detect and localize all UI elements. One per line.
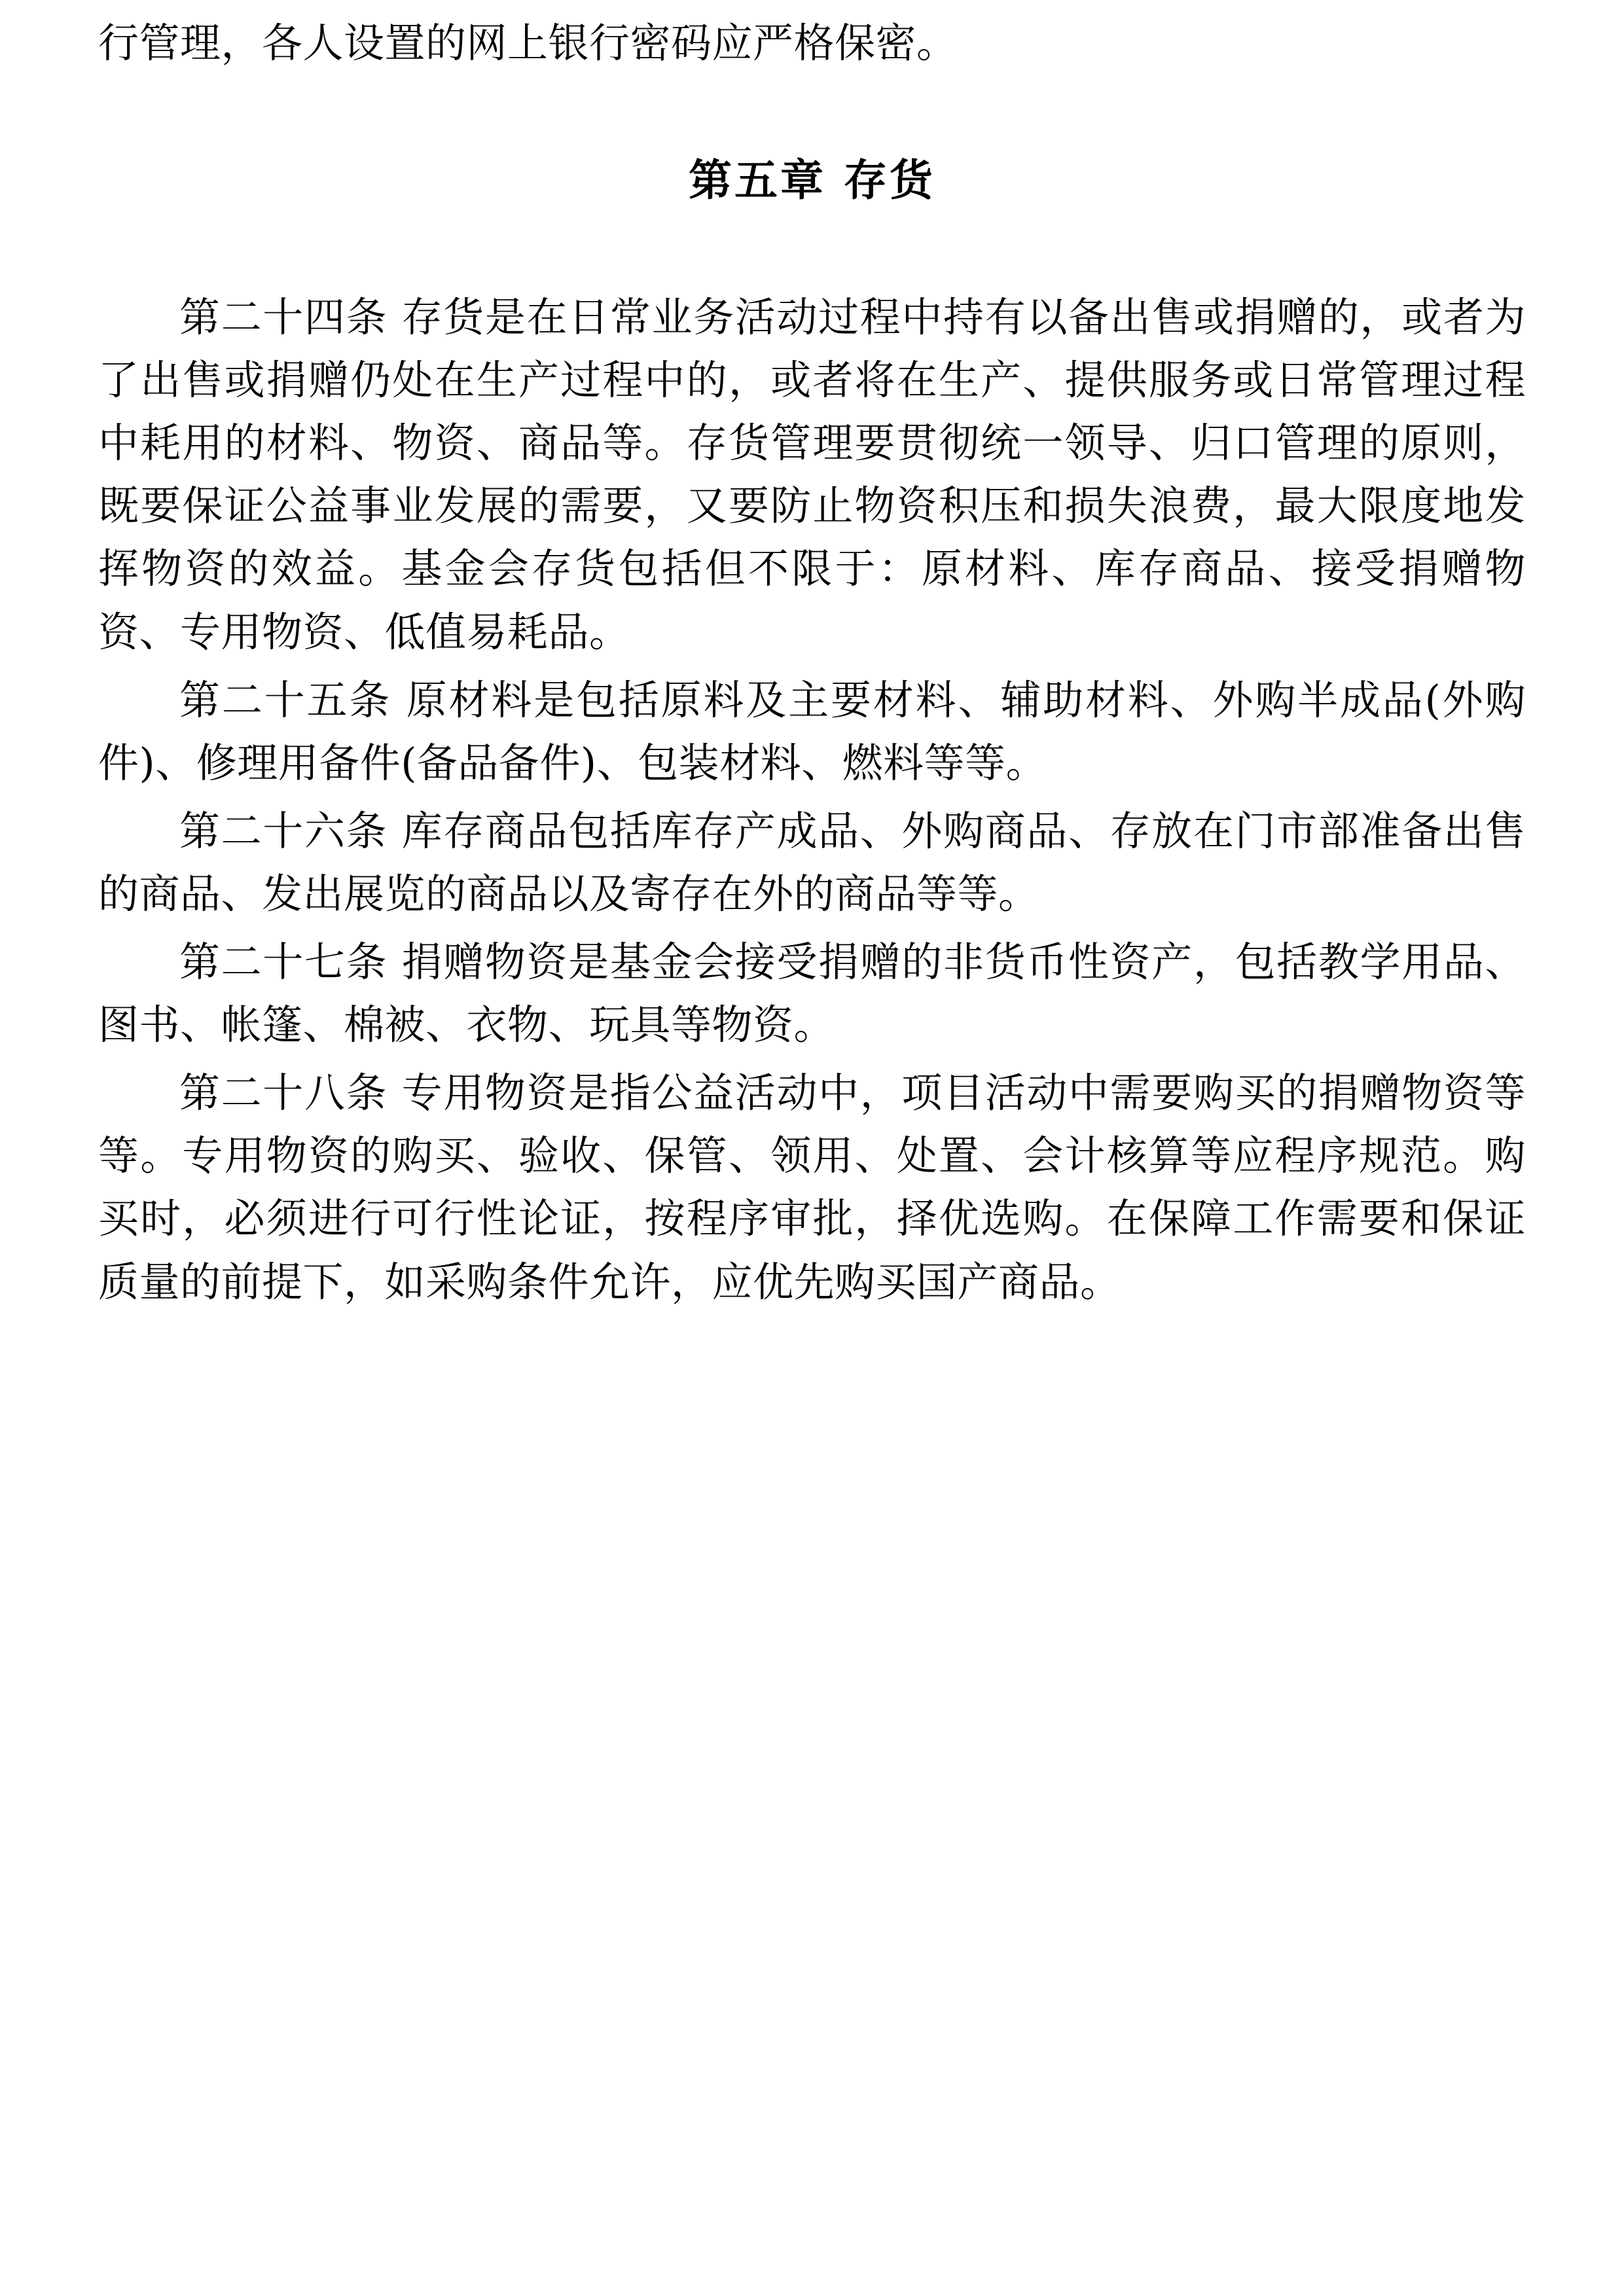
paragraph-article-24: 第二十四条 存货是在日常业务活动过程中持有以备出售或捐赠的，或者为了出售或捐赠仍处在生产过程中的，或者将在生产、提供服务或日常管理过程中耗用的材料、物资、商品等。存货管理要贯彻统一领导、归口管理的原则，既要保证公益事业发展的需要，又要防止物资积压和损失浪费，最大限度地发挥物资的效益。基金会存货包括但不限于：原材料、库存商品、接受捐赠物资、专用物资、低值易耗品。: [98, 293, 1526, 656]
paragraph-gap: [98, 1056, 1526, 1062]
paragraph-gap: [98, 664, 1526, 669]
spacer-below-heading: [98, 207, 1526, 286]
spacer-above-heading: [98, 75, 1526, 145]
paragraph-continued: 行管理，各人设置的网上银行密码应严格保密。: [98, 19, 958, 67]
document-body: [98, 0, 1526, 1314]
chapter-heading: 第五章 存货: [689, 154, 935, 206]
paragraph-gap: [98, 925, 1526, 931]
paragraph-article-25: 第二十五条 原材料是包括原料及主要材料、辅助材料、外购半成品(外购件)、修理用备件(备品备件)、包装材料、燃料等等。: [98, 675, 1526, 787]
paragraph-article-28: 第二十八条 专用物资是指公益活动中，项目活动中需要购买的捐赠物资等等。专用物资的购买、验收、保管、领用、处置、会计核算等应程序规范。购买时，必须进行可行性论证，按程序审批，择优选购。在保障工作需要和保证质量的前提下，如采购条件允许，应优先购买国产商品。: [98, 1069, 1526, 1306]
paragraph-gap: [98, 795, 1526, 800]
paragraph-article-26: 第二十六条 库存商品包括库存产成品、外购商品、存放在门市部准备出售的商品、发出展览的商品以及寄存在外的商品等等。: [98, 806, 1526, 918]
paragraph-article-27: 第二十七条 捐赠物资是基金会接受捐赠的非货币性资产，包括教学用品、图书、帐篷、棉被、衣物、玩具等物资。: [98, 938, 1526, 1049]
